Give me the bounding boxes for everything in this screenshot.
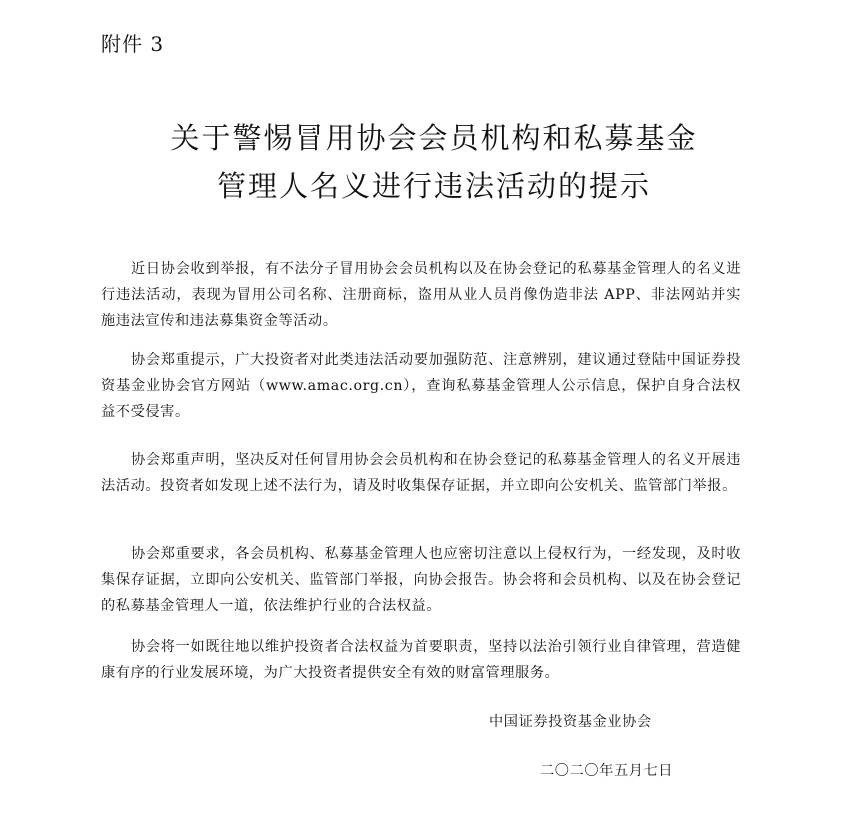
document-title-line-1: 关于警惕冒用协会会员机构和私募基金	[170, 121, 698, 155]
body-paragraph-2: 协会郑重提示，广大投资者对此类违法活动要加强防范、注意辨别，建议通过登陆中国证券投资基金业协会官方网站（www.amac.org.cn），查询私募基金管理人公示信息，保护自身合法权益不受侵害。	[101, 352, 741, 420]
body-paragraph-3: 协会郑重声明，坚决反对任何冒用协会会员机构和在协会登记的私募基金管理人的名义开展违法活动。投资者如发现上述不法行为，请及时收集保存证据，并立即向公安机关、监管部门举报。	[101, 452, 741, 494]
signature-organization: 中国证券投资基金业协会	[489, 714, 652, 730]
body-paragraph-4: 协会郑重要求，各会员机构、私募基金管理人也应密切注意以上侵权行为，一经发现，及时收集保存证据，立即向公安机关、监管部门举报，向协会报告。协会将和会员机构、以及在协会登记的私募基金管理人一道，依法维护行业的合法权益。	[101, 546, 741, 614]
attachment-label: 附件 3	[101, 32, 165, 56]
document-title-line-2: 管理人名义进行违法活动的提示	[216, 169, 651, 203]
signature-date: 二〇二〇年五月七日	[540, 763, 674, 779]
body-paragraph-5: 协会将一如既往地以维护投资者合法权益为首要职责，坚持以法治引领行业自律管理，营造健康有序的行业发展环境，为广大投资者提供安全有效的财富管理服务。	[101, 639, 741, 681]
body-paragraph-1: 近日协会收到举报，有不法分子冒用协会会员机构以及在协会登记的私募基金管理人的名义进行违法活动，表现为冒用公司名称、注册商标，盗用从业人员肖像伪造非法 APP、非法网站并实施违法宣传和违法募集资金等活动。	[101, 261, 741, 329]
